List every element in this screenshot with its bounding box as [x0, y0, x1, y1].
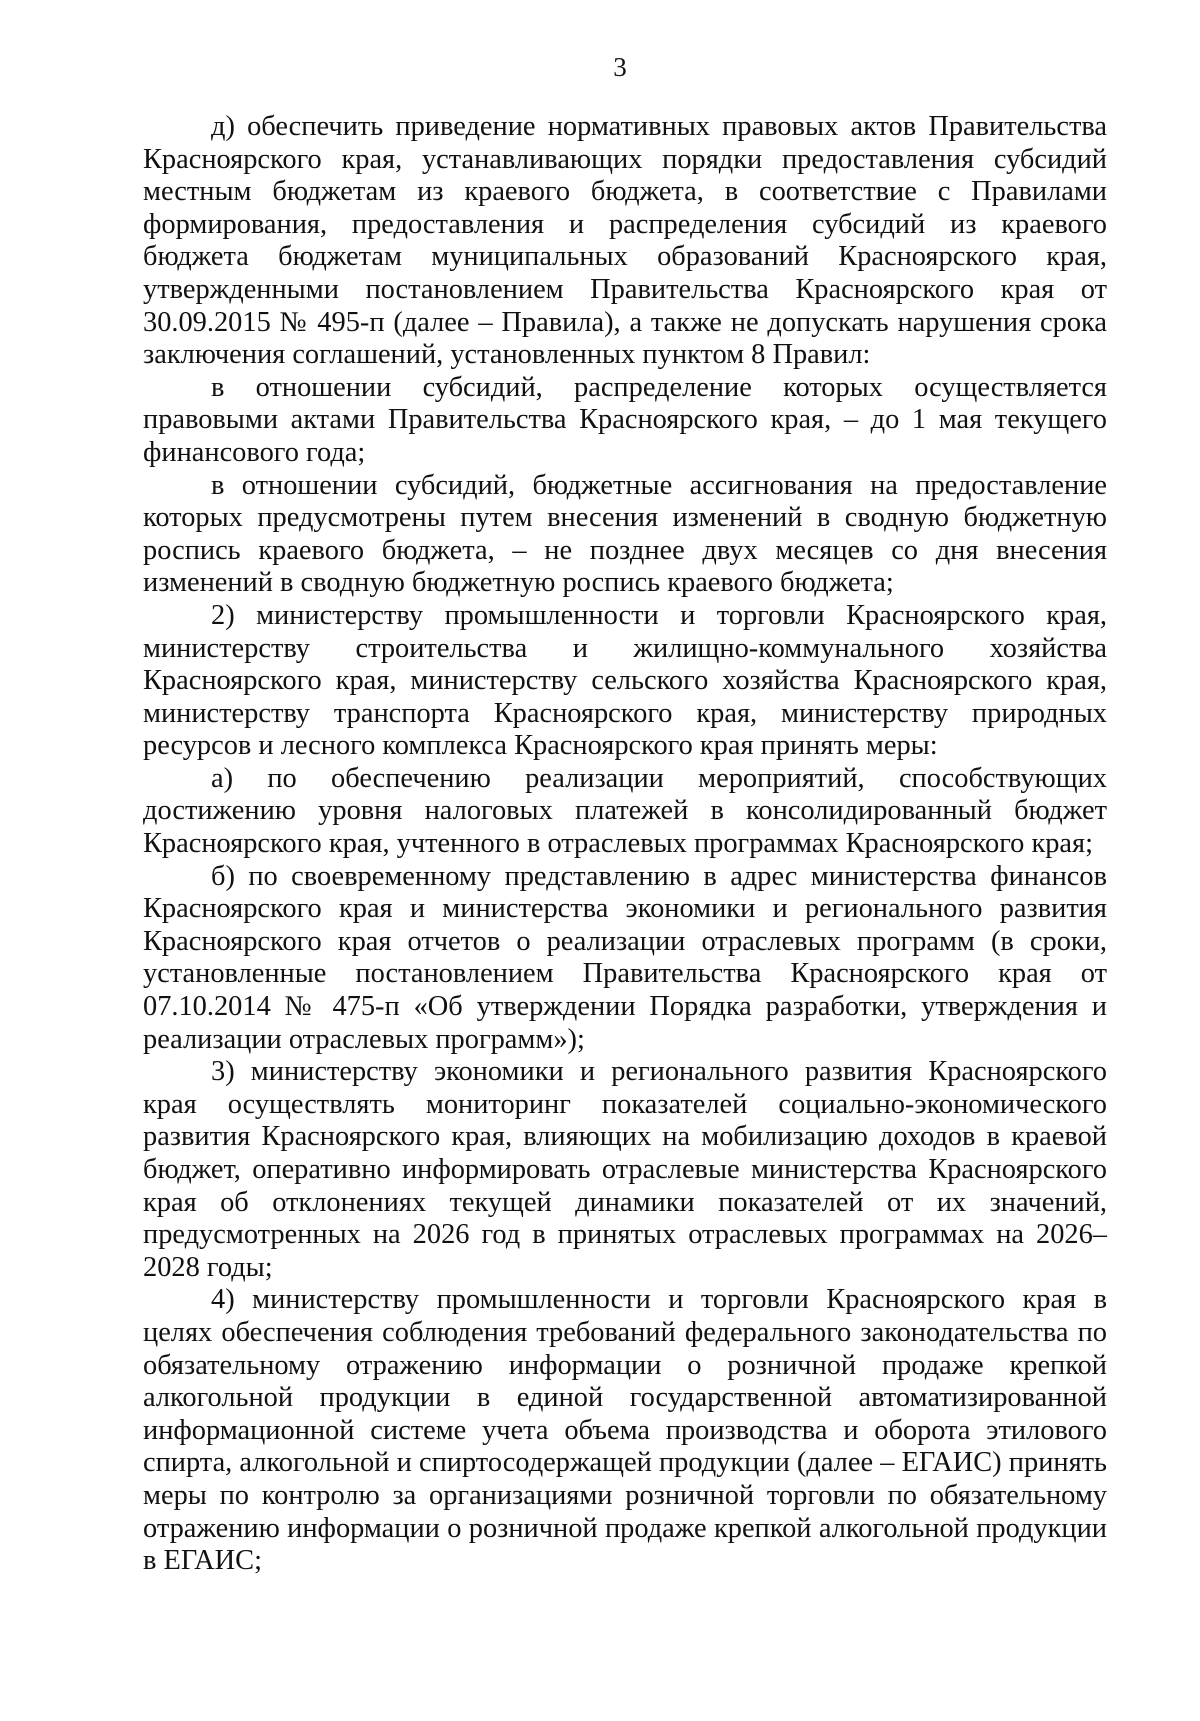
- paragraph-subsidies-distribution: в отношении субсидий, распределение которых осуществляется правовыми актами Правительства Красноярского края, – до 1 мая текущего финансового года;: [143, 371, 1107, 468]
- page-number: 3: [613, 52, 627, 82]
- paragraph-a-tax-payments: а) по обеспечению реализации мероприятий, способствующих достижению уровня налоговых платежей в консолидированный бюджет Красноярского края, учтенного в отраслевых программах Красноярского края;: [143, 762, 1107, 860]
- paragraph-3-monitoring: 3) министерству экономики и регионального развития Красноярского края осуществлять мониторинг показателей социально-экономического развития Красноярского края, влияющих на мобилизацию доходов в краевой бюджет, оперативно информировать отраслевые министерства Красноярского края об отклонениях текущей динамики показателей от их значений, предусмотренных на 2026 год в принятых отраслевых программах на 2026–2028 годы;: [143, 1056, 1107, 1283]
- paragraph-d-normative-acts: д) обеспечить приведение нормативных правовых актов Правительства Красноярского края, устанавливающих порядки предоставления субсидий местным бюджетам из краевого бюджета, в соответствие с Правилами формирования, предоставления и распределения субсидий из краевого бюджета бюджетам муниципальных образований Красноярского края, утвержденными постановлением Правительства Красноярского края от 30.09.2015 № 495-п (далее – Правила), а также не допускать нарушения срока заключения соглашений, установленных пунктом 8 Правил:: [143, 111, 1107, 371]
- paragraph-subsidies-budget-allocations: в отношении субсидий, бюджетные ассигнования на предоставление которых предусмотрены путем внесения изменений в сводную бюджетную роспись краевого бюджета, – не позднее двух месяцев со дня внесения изменений в сводную бюджетную роспись краевого бюджета;: [143, 469, 1107, 599]
- paragraph-b-reports: б) по своевременному представлению в адрес министерства финансов Красноярского края и министерства экономики и регионального развития Красноярского края отчетов о реализации отраслевых программ (в сроки, установленные постановлением Правительства Красноярского края от 07.10.2014 № 475-п «Об утверждении Порядка разработки, утверждения и реализации отраслевых программ»);: [143, 860, 1107, 1055]
- paragraph-4-egais: 4) министерству промышленности и торговли Красноярского края в целях обеспечения соблюдения требований федерального законодательства по обязательному отражению информации о розничной продаже крепкой алкогольной продукции в единой государственной автоматизированной информационной системе учета объема производства и оборота этилового спирта, алкогольной и спиртосодержащей продукции (далее – ЕГАИС) принять меры по контролю за организациями розничной торговли по обязательному отражению информации о розничной продаже крепкой алкогольной продукции в ЕГАИС;: [143, 1284, 1107, 1577]
- document-body: [143, 111, 1107, 1578]
- paragraph-2-ministries: 2) министерству промышленности и торговли Красноярского края, министерству строительства и жилищно-коммунального хозяйства Красноярского края, министерству сельского хозяйства Красноярского края, министерству транспорта Красноярского края, министерству природных ресурсов и лесного комплекса Красноярского края принять меры:: [143, 599, 1107, 762]
